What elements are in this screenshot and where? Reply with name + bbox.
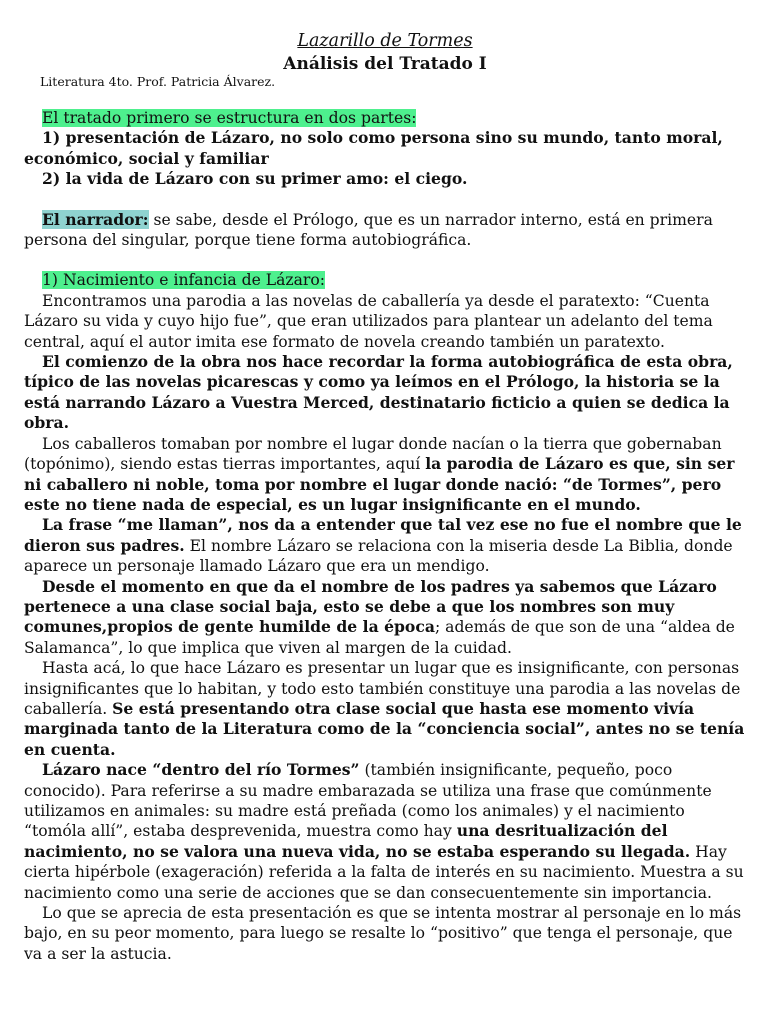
- spacer: [24, 90, 746, 108]
- narrator-paragraph: [24, 210, 746, 251]
- structure-heading-highlight: El tratado primero se estructura en dos partes:: [42, 109, 417, 127]
- paragraph-5-bold: Desde el momento en que da el nombre de los padres ya sabemos que Lázaro pertenece a una clase social baja, esto se debe a que los nombres son muy comunes,propios de gente humilde de la época: [24, 576, 717, 637]
- structure-part-1-text: 1) presentación de Lázaro, no solo como persona sino su mundo, tanto moral, económico, social y familiar: [24, 128, 723, 168]
- paragraph-2: [24, 352, 746, 434]
- spacer: [24, 190, 746, 210]
- paragraph-4: [24, 515, 746, 576]
- paragraph-6-text: Hasta acá, lo que hace Lázaro es presentar un lugar que es insignificante, con personas insignificantes que lo habitan, y todo esto también constituye una parodia a las novelas de caballería.: [24, 659, 741, 718]
- structure-part-2: [24, 169, 746, 189]
- spacer: [24, 250, 746, 270]
- author-line: Literatura 4to. Prof. Patricia Álvarez.: [40, 74, 276, 89]
- section-1-heading: [24, 270, 746, 290]
- paragraph-7: [24, 760, 746, 903]
- narrator-text: se sabe, desde el Prólogo, que es un narrador interno, está en primera persona del singular, porque tiene forma autobiográfica.: [24, 210, 713, 250]
- document-subtitle: Análisis del Tratado I: [283, 54, 487, 74]
- section-1-heading-highlight: 1) Nacimiento e infancia de Lázaro:: [42, 271, 326, 290]
- paragraph-4-bold: La frase “me llaman”, nos da a entender que tal vez ese no fue el nombre que le dieron sus padres.: [24, 515, 742, 555]
- paragraph-6: [24, 658, 746, 760]
- narrator-label: El narrador:: [42, 209, 149, 229]
- paragraph-4-text: El nombre Lázaro se relaciona con la miseria desde La Biblia, donde aparece un personaje llamado Lázaro que era un mendigo.: [24, 536, 733, 576]
- paragraph-7-text-a: (también insignificante, pequeño, poco conocido). Para referirse a su madre embarazada se utiliza una frase que comúnmente utilizamos en animales: su madre está preñada (como los animales) y el nacimiento “tomóla allí”, estaba desprevenida, muestra como hay: [24, 761, 712, 841]
- paragraph-3-bold: la parodia de Lázaro es que, sin ser ni caballero ni noble, toma por nombre el lugar donde nació: “de Tormes”, pero este no tiene nada de especial, es un lugar insignificante en el mundo.: [24, 454, 735, 514]
- document-title: Lazarillo de Tormes: [297, 31, 473, 51]
- paragraph-3: [24, 434, 746, 516]
- paragraph-3-text: Los caballeros tomaban por nombre el lugar donde nacían o la tierra que gobernaban (topónimo), siendo estas tierras importantes, aquí: [24, 434, 722, 474]
- paragraph-2-bold: El comienzo de la obra nos hace recordar la forma autobiográfica de esta obra, típico de las novelas picarescas y como ya leímos en el Prólogo, la historia se la está narrando Lázaro a Vuestra Merced, destinatario ficticio a quien se dedica la obra.: [24, 352, 733, 433]
- paragraph-8: Lo que se aprecia de esta presentación es que se intenta mostrar al personaje en lo más bajo, en su peor momento, para luego se resalte lo “positivo” que tenga el personaje, que va a ser la astucia.: [24, 904, 742, 963]
- paragraph-6-bold: Se está presentando otra clase social que hasta ese momento vivía marginada tanto de la Literatura como de la “conciencia social”, antes no se tenía en cuenta.: [24, 698, 745, 759]
- paragraph-7-bold-a: Lázaro nace “dentro del río Tormes”: [42, 760, 360, 780]
- structure-part-2-text: 2) la vida de Lázaro con su primer amo: el ciego.: [42, 169, 468, 189]
- paragraph-5: [24, 577, 746, 659]
- paragraph-7-bold-b: una desritualización del nacimiento, no se valora una nueva vida, no se estaba esperando su llegada.: [24, 821, 691, 861]
- document-page: [24, 30, 746, 964]
- structure-heading: [24, 108, 746, 128]
- paragraph-5-text: ; además de que son de una “aldea de Salamanca”, lo que implica que viven al margen de la cuidad.: [24, 618, 735, 657]
- paragraph-1: Encontramos una parodia a las novelas de caballería ya desde el paratexto: “Cuenta Lázaro su vida y cuyo hijo fue”, que eran utilizados para plantear un adelanto del tema central, aquí el autor imita ese formato de novela creando también un paratexto.: [24, 291, 713, 351]
- paragraph-7-text-b: Hay cierta hipérbole (exageración) referida a la falta de interés en su nacimiento. Muestra a su nacimiento como una serie de acciones que se dan consecuentemente sin importancia.: [24, 842, 744, 902]
- structure-part-1: [24, 128, 746, 169]
